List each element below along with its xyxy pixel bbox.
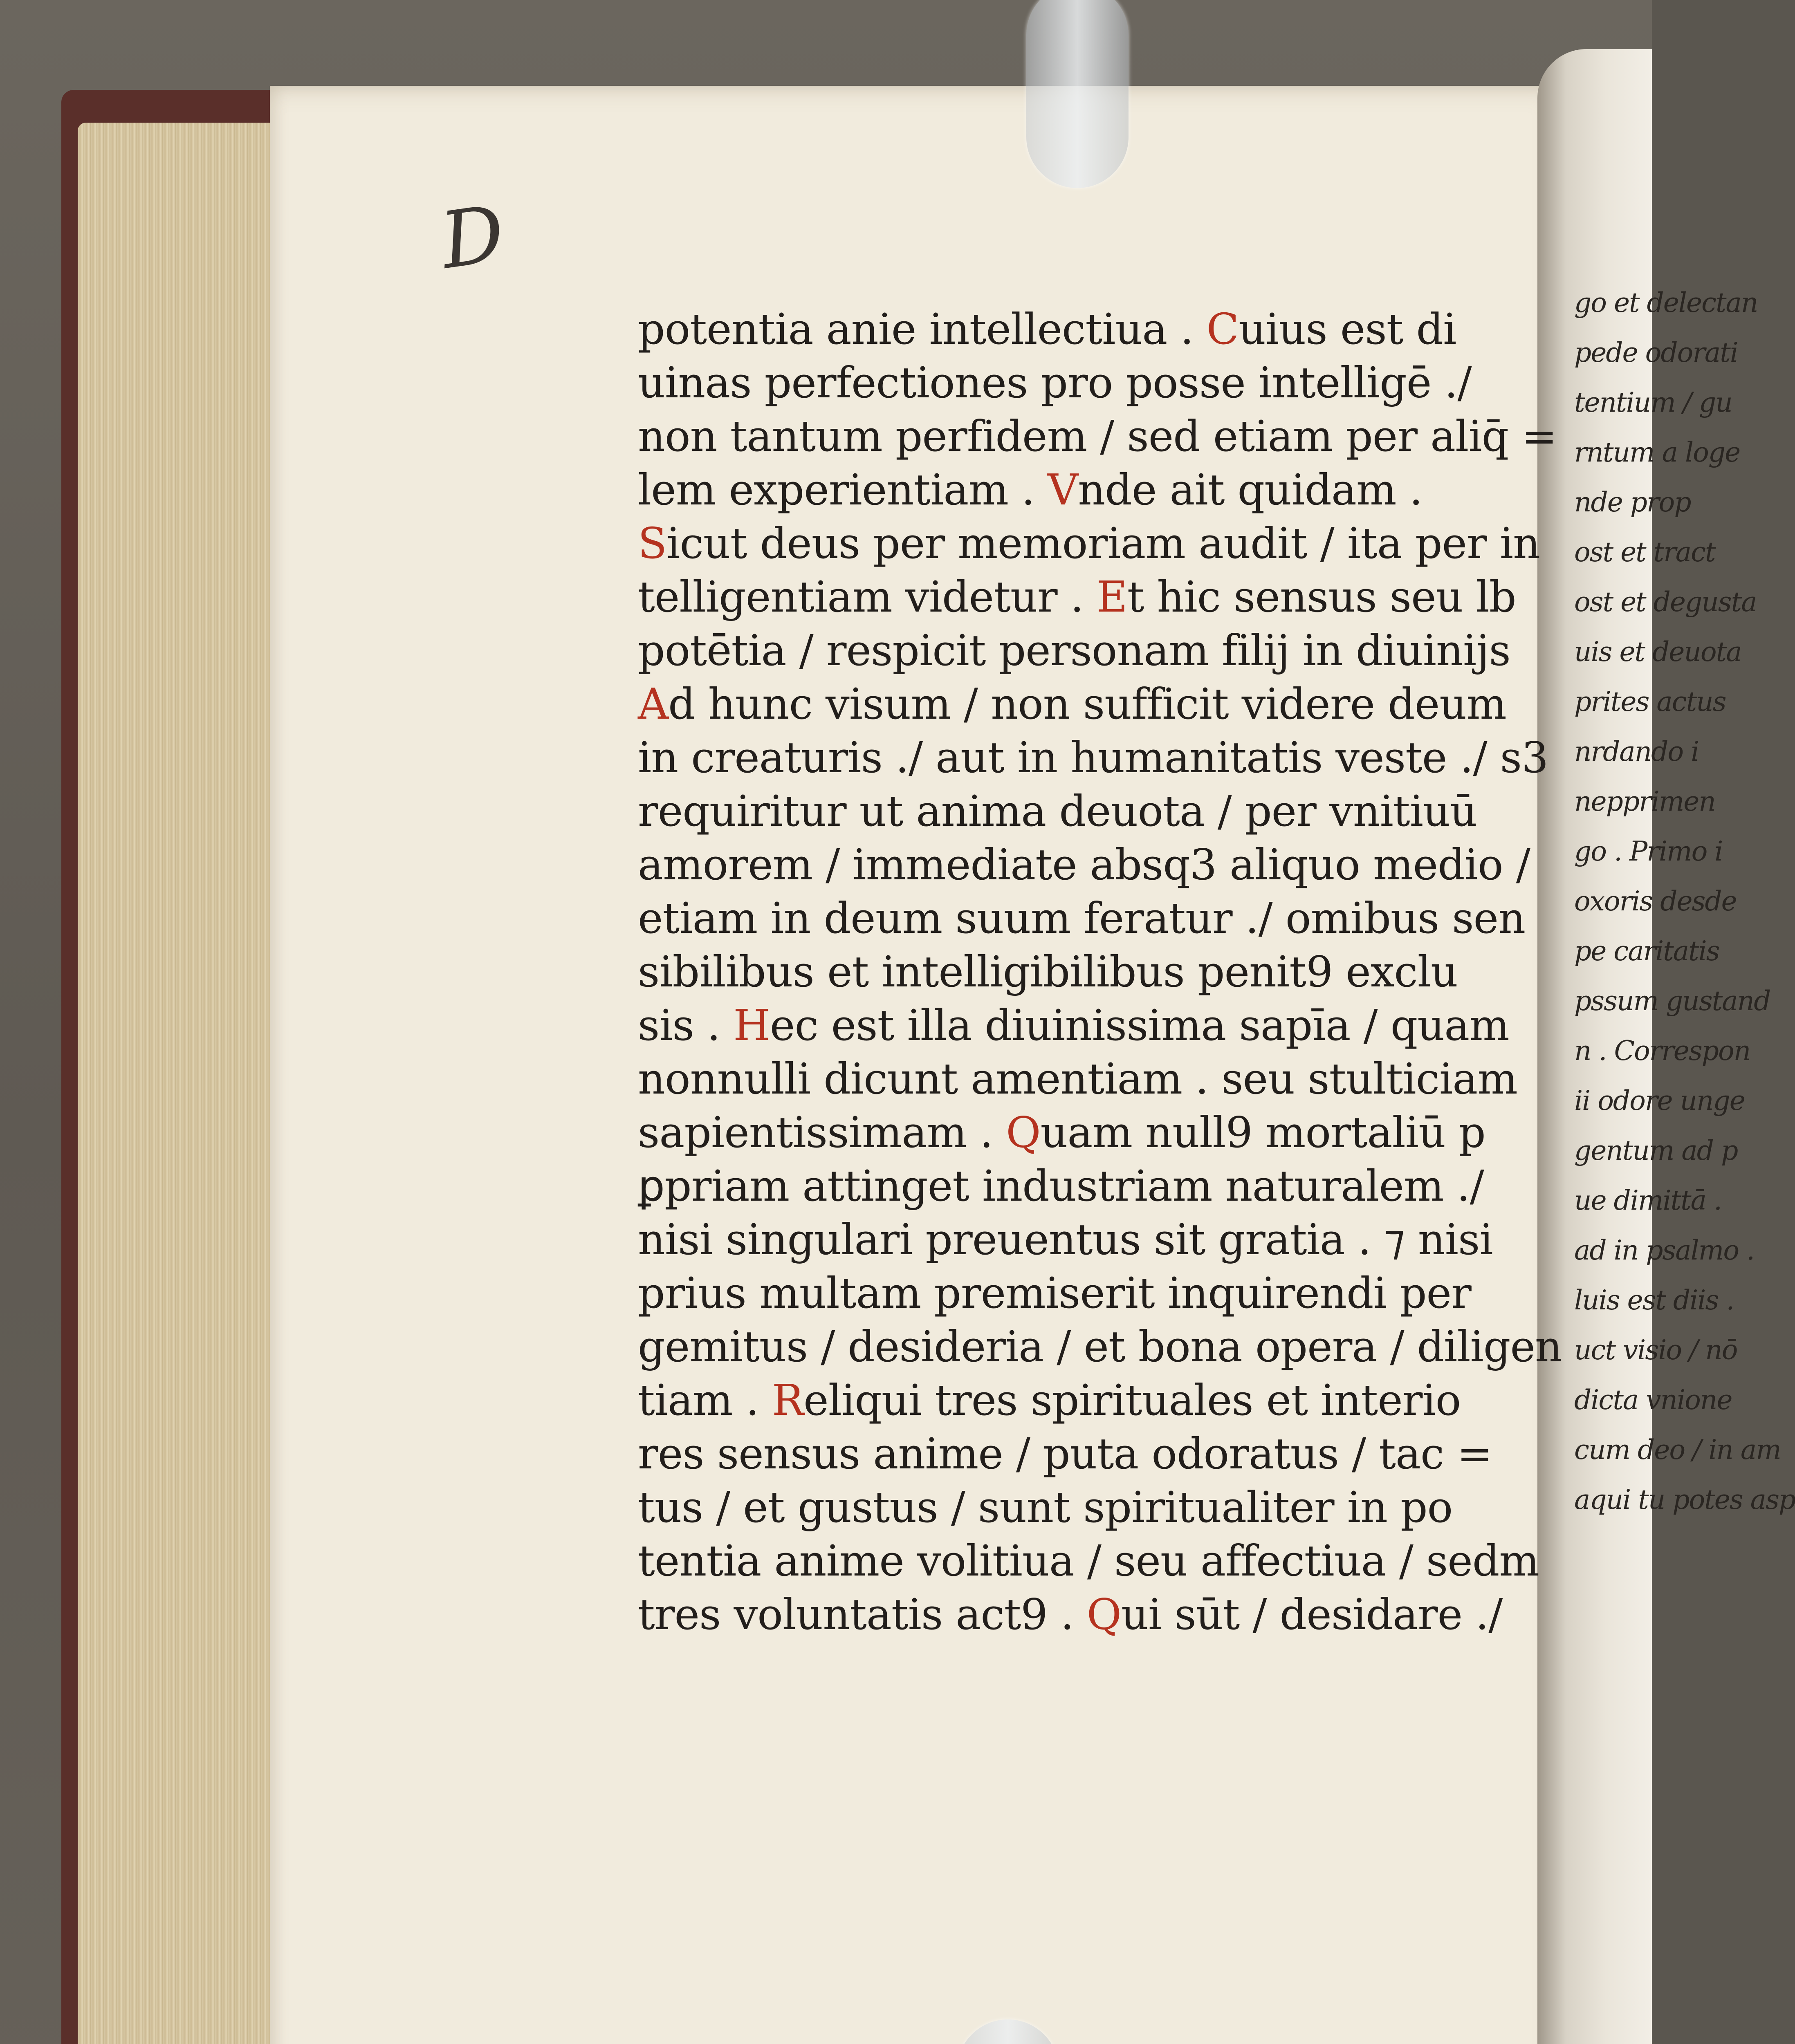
facing-page-line: nde prop bbox=[1574, 486, 1691, 518]
text-segment: res sensus anime / puta odoratus / tac = bbox=[638, 1429, 1492, 1479]
rubricated-initial: Q bbox=[1086, 1589, 1122, 1639]
facing-page-line: n . Correspon bbox=[1574, 1035, 1750, 1067]
facing-page-line: go et delectan bbox=[1574, 287, 1758, 318]
text-segment: prius multam premiserit inquirendi per bbox=[638, 1268, 1471, 1318]
text-line bbox=[638, 463, 1513, 517]
signature-mark: D bbox=[435, 188, 510, 287]
text-line bbox=[638, 892, 1526, 945]
text-segment: nde ait quidam . bbox=[1078, 465, 1423, 515]
text-segment: ui sūt / desidare ./ bbox=[1121, 1589, 1503, 1639]
text-line bbox=[638, 517, 1540, 570]
text-line bbox=[638, 1320, 1562, 1374]
text-segment: t hic sensus seu lb bbox=[1127, 572, 1516, 622]
text-line bbox=[638, 624, 1513, 677]
facing-page-line: pssum gustand bbox=[1574, 985, 1770, 1017]
text-line bbox=[638, 945, 1513, 999]
rubricated-initial: Q bbox=[1006, 1107, 1041, 1157]
facing-page-line: ost et tract bbox=[1574, 536, 1715, 568]
rubricated-initial: A bbox=[638, 679, 669, 729]
text-line bbox=[638, 1052, 1517, 1106]
text-line bbox=[638, 731, 1548, 784]
facing-page-line: uis et deuota bbox=[1574, 636, 1741, 668]
text-line bbox=[638, 1213, 1513, 1266]
facing-page-line: prites actus bbox=[1574, 686, 1726, 717]
text-segment: non tantum perfidem / sed etiam per aliq̄ = bbox=[638, 411, 1557, 461]
facing-page-edge bbox=[1537, 49, 1795, 2044]
text-line bbox=[638, 1159, 1513, 1213]
text-segment: tres voluntatis act9 . bbox=[638, 1589, 1087, 1639]
text-line bbox=[638, 1106, 1513, 1159]
facing-page-line: gentum ad p bbox=[1574, 1135, 1738, 1166]
text-segment: d hunc visum / non sufficit videre deum bbox=[668, 679, 1506, 729]
text-segment: requiritur ut anima deuota / per vnitiuū bbox=[638, 786, 1477, 836]
text-line bbox=[638, 1427, 1513, 1481]
facing-page-line: cum deo / in am bbox=[1574, 1434, 1781, 1466]
rubricated-initial: E bbox=[1096, 572, 1127, 622]
text-segment: uius est di bbox=[1239, 304, 1456, 354]
text-segment: uam null9 mortaliū p bbox=[1040, 1107, 1485, 1157]
text-segment: etiam in deum suum feratur ./ omibus sen bbox=[638, 893, 1526, 943]
facing-page-line: ii odore unge bbox=[1574, 1085, 1745, 1116]
text-line bbox=[638, 570, 1516, 624]
text-segment: lem experientiam . bbox=[638, 465, 1048, 515]
facing-page-line: go . Primo i bbox=[1574, 836, 1723, 867]
text-segment: eliqui tres spirituales et interio bbox=[803, 1375, 1461, 1425]
facing-page-line: nrdando i bbox=[1574, 736, 1699, 767]
text-line bbox=[638, 303, 1513, 356]
text-line bbox=[638, 1481, 1513, 1534]
text-segment: nisi singulari preuentus sit gratia . ⁊ nisi bbox=[638, 1215, 1493, 1264]
facing-page-line: dicta vnione bbox=[1574, 1384, 1732, 1416]
facing-page-line: ad in psalmo . bbox=[1574, 1235, 1755, 1266]
facing-page-text bbox=[1574, 278, 1795, 1913]
rubricated-initial: C bbox=[1206, 304, 1239, 354]
facing-page-line: pe caritatis bbox=[1574, 935, 1719, 967]
text-segment: sibilibus et intelligibilibus penit9 exclu bbox=[638, 947, 1458, 997]
text-segment: tentia anime volitiua / seu affectiua / sedm bbox=[638, 1536, 1539, 1586]
text-segment: nonnulli dicunt amentiam . seu stulticiam bbox=[638, 1054, 1517, 1104]
text-line bbox=[638, 356, 1513, 410]
text-segment: ec est illa diuinissima sapīa / quam bbox=[770, 1000, 1509, 1050]
facing-page-line: tentium / gu bbox=[1574, 387, 1732, 418]
rubricated-initial: H bbox=[733, 1000, 770, 1050]
facing-page-line: rntum a loge bbox=[1574, 437, 1740, 468]
text-column bbox=[638, 303, 1562, 1782]
facing-page-line: nepprimen bbox=[1574, 786, 1715, 817]
text-line bbox=[638, 1534, 1539, 1588]
text-line bbox=[638, 838, 1530, 892]
facing-page-line: pede odorati bbox=[1574, 337, 1738, 368]
text-line bbox=[638, 410, 1557, 463]
text-line bbox=[638, 1266, 1513, 1320]
rubricated-initial: S bbox=[638, 518, 667, 568]
text-segment: potētia / respicit personam filij in diuinijs bbox=[638, 625, 1510, 675]
facing-page-line: ost et degusta bbox=[1574, 586, 1757, 618]
facing-page-line: oxoris desde bbox=[1574, 885, 1737, 917]
text-segment: potentia anie intellectiua . bbox=[638, 304, 1207, 354]
text-segment: in creaturis ./ aut in humanitatis veste ./ s3 bbox=[638, 733, 1548, 782]
text-line bbox=[638, 677, 1513, 731]
text-line bbox=[638, 1374, 1513, 1427]
text-line bbox=[638, 999, 1513, 1052]
facing-page-line: uct visio / nō bbox=[1574, 1334, 1737, 1366]
text-segment: gemitus / desideria / et bona opera / diligen bbox=[638, 1322, 1562, 1372]
text-segment: sapientissimam . bbox=[638, 1107, 1006, 1157]
text-segment: sis . bbox=[638, 1000, 734, 1050]
text-segment: tus / et gustus / sunt spiritualiter in po bbox=[638, 1482, 1453, 1532]
page-clip-top bbox=[1026, 0, 1129, 188]
text-line bbox=[638, 1588, 1513, 1641]
rubricated-initial: V bbox=[1048, 465, 1078, 515]
text-segment: tiam . bbox=[638, 1375, 772, 1425]
facing-page-line: luis est diis . bbox=[1574, 1284, 1734, 1316]
facing-page-line: ue dimittā . bbox=[1574, 1185, 1721, 1216]
text-line bbox=[638, 784, 1513, 838]
text-segment: uinas perfectiones pro posse intelligē ./ bbox=[638, 358, 1472, 408]
text-segment: telligentiam videtur . bbox=[638, 572, 1097, 622]
rubricated-initial: R bbox=[772, 1375, 804, 1425]
text-segment: amorem / immediate absq3 aliquo medio / bbox=[638, 840, 1530, 890]
facing-page-line: aqui tu potes asp bbox=[1574, 1484, 1795, 1515]
text-segment: icut deus per memoriam audit / ita per in bbox=[666, 518, 1540, 568]
text-segment: ꝑpriam attinget industriam naturalem ./ bbox=[638, 1161, 1484, 1211]
